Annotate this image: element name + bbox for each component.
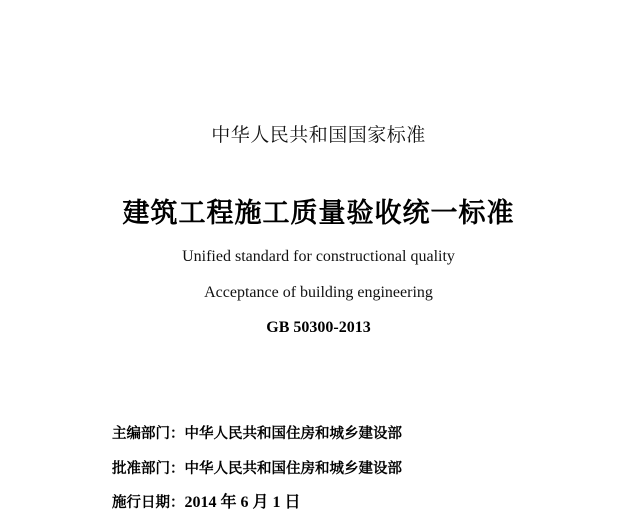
standard-title-chinese: 建筑工程施工质量验收统一标准 bbox=[122, 198, 515, 229]
effective-date-row bbox=[112, 492, 301, 514]
effective-date-value: 2014 年 6 月 1 日 bbox=[184, 494, 301, 511]
standard-title-english-line1: Unified standard for constructional quality bbox=[182, 248, 455, 265]
standard-title-english-line2: Acceptance of building engineering bbox=[204, 284, 433, 301]
issuer-heading: 中华人民共和国国家标准 bbox=[211, 124, 426, 146]
approver-row bbox=[112, 458, 402, 480]
chief-editor-row bbox=[112, 423, 402, 445]
effective-date-label: 施行日期： bbox=[112, 495, 185, 511]
standard-code: GB 50300-2013 bbox=[266, 319, 371, 336]
chief-editor-value: 中华人民共和国住房和城乡建设部 bbox=[184, 426, 402, 442]
approver-label: 批准部门： bbox=[112, 461, 185, 477]
chief-editor-label: 主编部门： bbox=[112, 426, 185, 442]
approver-value: 中华人民共和国住房和城乡建设部 bbox=[184, 461, 402, 477]
